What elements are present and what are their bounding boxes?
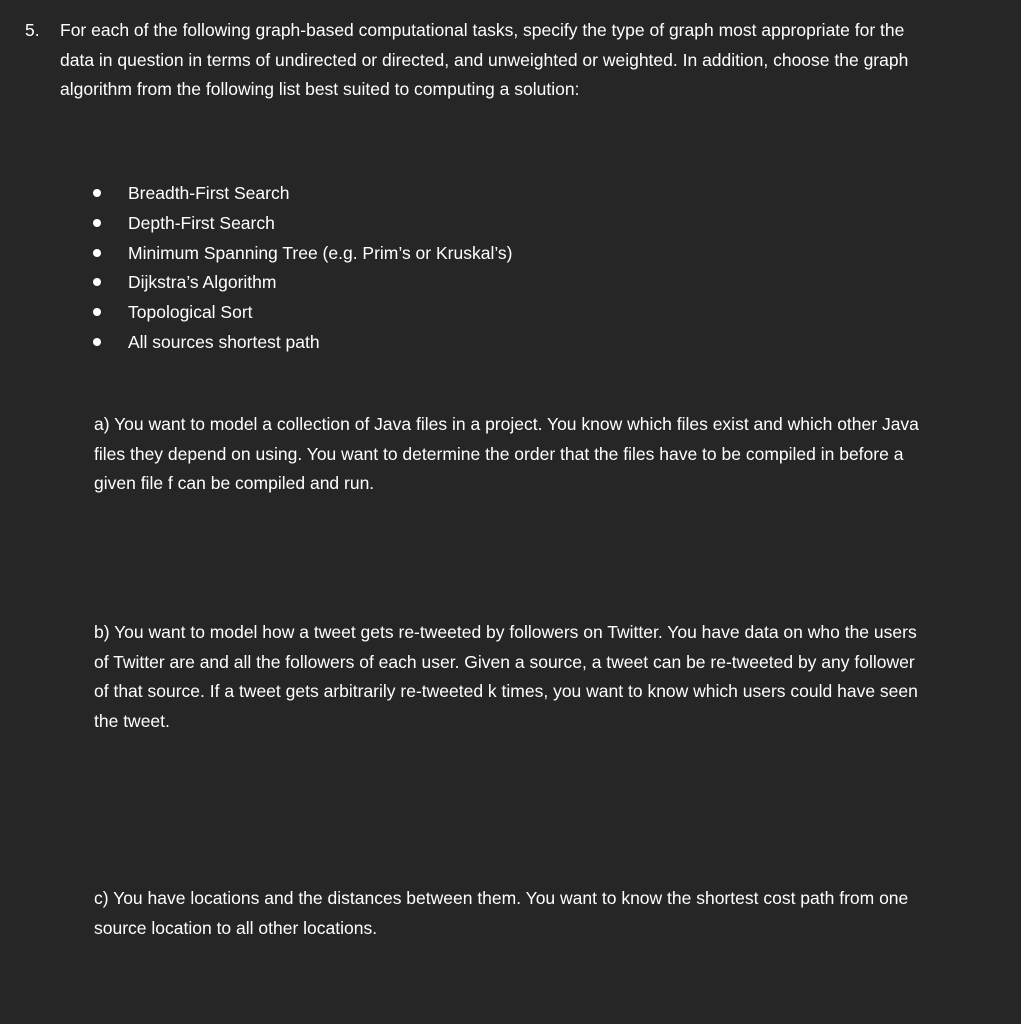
bullet-icon (93, 219, 101, 227)
list-item (0, 328, 1021, 358)
bullet-icon (93, 189, 101, 197)
algorithm-label: Topological Sort (128, 302, 253, 323)
list-item (0, 239, 1021, 269)
algorithm-label: Dijkstra’s Algorithm (128, 272, 277, 293)
bullet-icon (93, 308, 101, 316)
part-b-text: b) You want to model how a tweet gets re-tweeted by followers on Twitter. You have data on who the users of Twitter are and all the followers of each user. Given a source, a tweet can be re-tweeted by any follower of that source. If a tweet gets arbitrarily re-tweeted k times, you want to know which users could have seen the tweet. (94, 622, 918, 732)
bullet-icon (93, 278, 101, 286)
algorithm-list (0, 179, 1021, 358)
question-number: 5. (25, 20, 40, 40)
algorithm-label: Depth-First Search (128, 212, 275, 233)
algorithm-label: Breadth-First Search (128, 183, 290, 203)
part-c-text: c) You have locations and the distances between them. You want to know the shortest cost path from one source location to all other locations. (94, 888, 909, 938)
list-item (0, 179, 1021, 209)
question-intro: For each of the following graph-based computational tasks, specify the type of graph most appropriate for the data in question in terms of undirected or directed, and unweighted or weighted. In addition, choose the graph algorithm from the following list best suited to computing a solution: (60, 20, 909, 100)
algorithm-label: Minimum Spanning Tree (e.g. Prim’s or Kruskal’s) (128, 242, 513, 263)
list-item (0, 209, 1021, 239)
bullet-icon (93, 249, 101, 257)
algorithm-label: All sources shortest path (128, 331, 320, 352)
list-item (0, 268, 1021, 298)
list-item (0, 298, 1021, 328)
part-a-text: a) You want to model a collection of Java files in a project. You know which files exist and which other Java files they depend on using. You want to determine the order that the files have to be compiled in before a given file f can be compiled and run. (94, 414, 919, 494)
bullet-icon (93, 338, 101, 346)
